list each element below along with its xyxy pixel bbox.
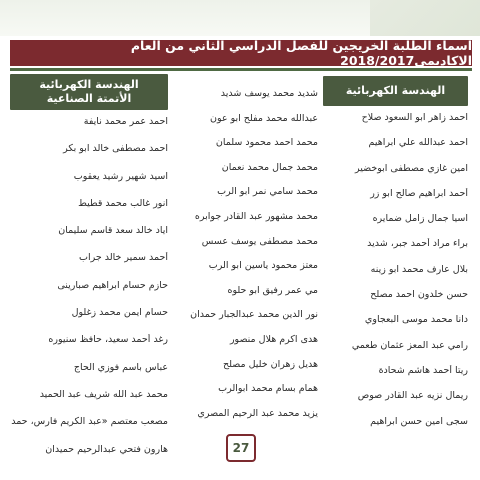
name-item: ريتا أحمد هاشم شحادة [378,364,468,376]
name-item: احمد عمر محمد نايفة [83,116,168,127]
name-item: ريمال نزيه عبد القادر صوص [357,390,468,402]
name-item: محمد احمد محمود سلمان [215,137,318,149]
name-item: محمد مصطفى يوسف عسس [201,235,318,247]
name-item: اسيد شهير رشيد يعقوب [73,170,168,182]
column-electrical-continued [173,74,318,432]
header-line-2: الأتمتة الصناعية [46,92,132,105]
title-underline [10,68,472,71]
name-item: يزيد محمد عبد الرحيم المصري [197,407,318,419]
name-item: سجى امين حسن ابراهيم [370,415,468,427]
name-item: دانا محمد موسى البعجاوي [364,314,468,326]
column-header-electrical: الهندسة الكهربائية [323,76,468,106]
names-list-middle [173,88,318,432]
name-item: احمد زاهر ابو السعود صلاح [361,112,468,123]
name-item: محمد عبد الله شريف عبد الحميد [39,388,168,400]
column-header-automation [10,74,168,110]
name-item: بلال عارف محمد ابو زينه [370,263,468,275]
name-item: محمد سامي نمر ابو الرب [217,186,318,198]
names-list-right [323,112,468,441]
name-item: مي عمر رفيق ابو حلوه [227,284,318,296]
page-number: 27 [226,434,256,462]
header-line-1: الهندسة الكهربائية [39,78,139,91]
name-item: حازم حسام ابراهيم صبارينى [57,279,168,291]
names-list-left [10,116,168,471]
name-item: رغد أحمد سعيد، حافظ سنيوره [48,334,168,346]
name-item: آسيا جمال زامل ضمايره [372,213,468,225]
name-item: براء مراد أحمد جبر، شديد [367,238,468,250]
name-item: هديل زهران خليل مصلح [222,358,318,370]
name-item: رامي عبد المعز عثمان طعمي [351,339,468,351]
name-item: همام بسام محمد ابوالرب [218,383,318,395]
name-item: انور غالب محمد قطيط [78,197,168,209]
name-item: عباس باسم فوزي الحاج [73,361,168,373]
name-item: محمد جمال محمد نعمان [221,161,318,173]
page-title: اسماء الطلبة الخريجين للفصل الدراسي الثاني من العام الاكاديمي2018/2017 [10,40,472,66]
top-decorative-band [0,0,480,36]
column-industrial-automation [10,74,168,471]
name-item: امين غازي مصطفى ابوخضير [354,162,468,174]
name-item: عبدالله محمد مفلح ابو عون [210,112,318,124]
name-item: احمد مصطفى خالد ابو بكر [63,143,168,155]
name-item: حسام ايمن محمد زغلول [71,307,168,319]
column-electrical-engineering [323,74,468,441]
name-item: اياد خالد سعد قاسم سليمان [58,225,168,237]
name-item: شديد محمد يوسف شديد [220,88,318,99]
name-item: هدى اكرم هلال منصور [229,333,318,345]
corner-decoration [370,0,480,36]
name-item: مصعب معتصم «عبد الكريم فارس، حمد [11,416,168,428]
name-item: احمد عبدالله علي ابراهيم [368,137,468,149]
name-item: معتز محمود ياسين ابو الرب [208,260,318,272]
name-item: أحمد سمير خالد جراب [79,252,168,264]
name-item: حسن خلدون احمد مصلح [370,289,468,301]
name-item: هارون فتحي عبدالرحيم حميدان [45,443,168,455]
name-item: محمد مشهور عبد القادر جوابره [194,210,318,222]
name-item: أحمد ابراهيم صالح ابو زر [370,187,468,199]
name-item: نور الدين محمد عبدالجبار حمدان [190,309,318,321]
